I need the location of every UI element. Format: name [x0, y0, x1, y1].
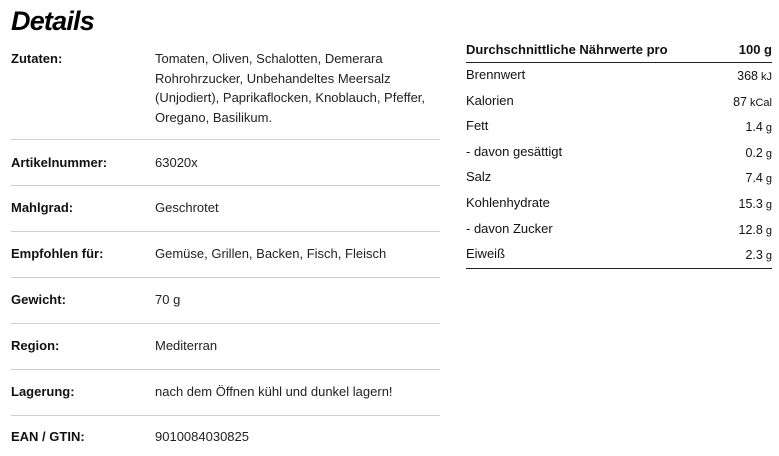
nutrition-row — [466, 217, 772, 243]
nutrient-unit: kCal — [749, 96, 772, 109]
nutrient-unit: g — [765, 250, 772, 263]
details-label: Artikelnummer: — [11, 155, 108, 170]
details-table — [11, 46, 440, 456]
nutrition-header — [466, 38, 772, 63]
details-value: Gemüse, Grillen, Backen, Fisch, Fleisch — [155, 246, 387, 261]
details-label: Gewicht: — [11, 292, 66, 307]
details-label: Empfohlen für: — [11, 246, 104, 261]
nutrient-value: 368 — [737, 69, 758, 83]
details-row-recommended — [11, 232, 440, 278]
nutrition-row — [466, 63, 772, 89]
details-row-ingredients — [11, 46, 440, 140]
details-value: Geschrotet — [155, 200, 219, 215]
nutrient-value: 1.4 — [745, 120, 763, 135]
nutrition-row — [466, 242, 772, 268]
details-label: EAN / GTIN: — [11, 429, 85, 444]
details-value: Mediterran — [155, 338, 218, 353]
nutrient-value: 15.3 — [738, 196, 763, 211]
nutrition-row — [466, 114, 772, 140]
nutrition-header-label: Durchschnittliche Nährwerte pro — [466, 42, 668, 57]
details-row-storage — [11, 370, 440, 416]
details-row-ean — [11, 416, 440, 456]
nutrient-unit: g — [765, 173, 772, 186]
details-value: nach dem Öffnen kühl und dunkel lagern! — [155, 384, 393, 399]
nutrition-row — [466, 191, 772, 217]
details-label: Region: — [11, 338, 60, 353]
details-row-region — [11, 324, 440, 370]
details-label: Zutaten: — [11, 51, 63, 66]
nutrient-unit: g — [765, 198, 772, 211]
nutrient-value: 0.2 — [745, 145, 763, 160]
nutrient-unit: g — [765, 147, 772, 160]
nutrient-name: - davon Zucker — [466, 220, 553, 236]
nutrient-value: 87 — [733, 94, 747, 109]
nutrient-name: - davon gesättigt — [466, 143, 563, 159]
details-row-grind — [11, 186, 440, 232]
details-value: 9010084030825 — [155, 429, 249, 444]
nutrient-name: Kohlenhydrate — [466, 194, 550, 210]
nutrient-name: Brennwert — [466, 67, 526, 82]
nutrition-row — [466, 140, 772, 166]
nutrient-name: Salz — [466, 169, 492, 185]
details-label: Mahlgrad: — [11, 200, 74, 215]
page-title: Details — [11, 6, 94, 36]
nutrition-header-amount: 100 g — [738, 42, 772, 57]
nutrition-table — [466, 38, 772, 269]
nutrition-bottom-rule — [466, 268, 772, 269]
nutrient-value: 7.4 — [745, 171, 763, 186]
nutrient-unit: g — [765, 122, 772, 135]
nutrient-name: Fett — [466, 118, 489, 134]
details-row-weight — [11, 278, 440, 324]
details-value: Tomaten, Oliven, Schalotten, Demerara Rohrohrzucker, Unbehandeltes Meersalz (Unjodiert), Paprikaflocken, Knoblauch, Pfeffer, Oregano, Basilikum. — [155, 51, 426, 125]
nutrient-unit: kJ — [761, 71, 772, 83]
nutrient-value: 2.3 — [745, 248, 763, 263]
nutrition-row — [466, 89, 772, 115]
nutrient-name: Eiweiß — [466, 246, 506, 262]
details-value: 63020x — [155, 155, 198, 170]
nutrient-value: 12.8 — [738, 222, 763, 237]
nutrient-unit: g — [765, 224, 772, 237]
details-row-article-number — [11, 140, 440, 186]
details-label: Lagerung: — [11, 384, 75, 399]
details-value: 70 g — [155, 292, 181, 307]
nutrient-name: Kalorien — [466, 92, 514, 108]
nutrition-row — [466, 165, 772, 191]
